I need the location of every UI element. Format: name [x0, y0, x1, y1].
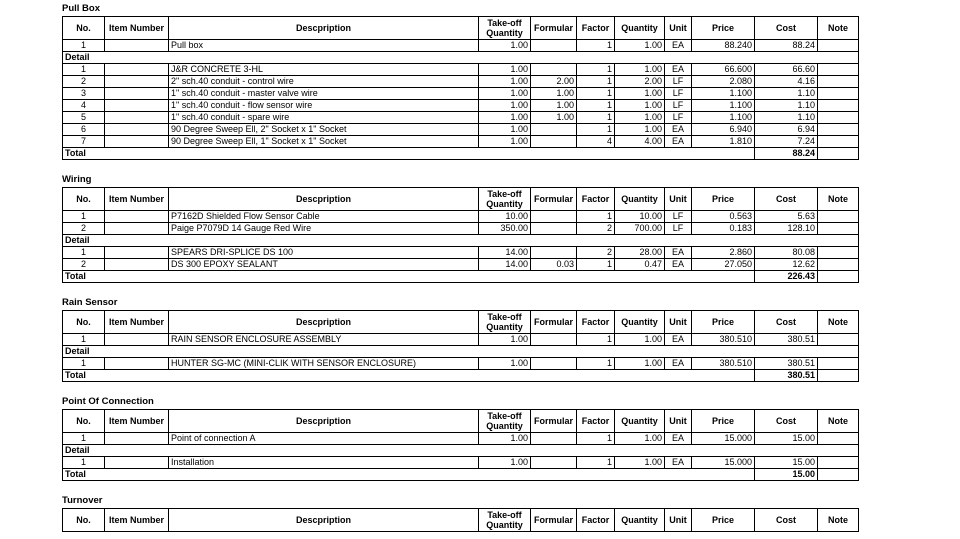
cell-factor: 1	[577, 100, 615, 112]
total-label: Total	[63, 148, 755, 160]
cell-desc: 1" sch.40 conduit - flow sensor wire	[169, 100, 479, 112]
cell-factor: 1	[577, 112, 615, 124]
column-header-formular: Formular	[531, 410, 577, 433]
cell-desc: Installation	[169, 457, 479, 469]
item-row	[63, 334, 859, 346]
column-header-factor: Factor	[577, 311, 615, 334]
cell-note	[818, 148, 859, 160]
cell-qty: 1.00	[615, 433, 665, 445]
cell-no: 1	[63, 247, 105, 259]
cell-item_number	[105, 112, 169, 124]
cell-formular: 2.00	[531, 76, 577, 88]
cell-factor: 1	[577, 88, 615, 100]
section-turnover	[62, 495, 858, 532]
cell-no: 5	[63, 112, 105, 124]
detail-row	[63, 247, 859, 259]
detail-row	[63, 358, 859, 370]
column-header-price: Price	[692, 311, 755, 334]
column-header-desc: Descpription	[169, 17, 479, 40]
cell-formular	[531, 211, 577, 223]
cell-cost: 12.62	[755, 259, 818, 271]
column-header-formular: Formular	[531, 188, 577, 211]
cell-item_number	[105, 124, 169, 136]
cell-desc: 2" sch.40 conduit - control wire	[169, 76, 479, 88]
cell-takeoff: 1.00	[479, 100, 531, 112]
cell-note	[818, 469, 859, 481]
column-header-item_number: Item Number	[105, 188, 169, 211]
cell-cost: 7.24	[755, 136, 818, 148]
cell-takeoff: 350.00	[479, 223, 531, 235]
cell-formular	[531, 223, 577, 235]
detail-row	[63, 100, 859, 112]
cell-desc: Paige P7079D 14 Gauge Red Wire	[169, 223, 479, 235]
cell-item_number	[105, 88, 169, 100]
cell-desc: 90 Degree Sweep Ell, 1" Socket x 1" Socket	[169, 136, 479, 148]
cell-no: 7	[63, 136, 105, 148]
total-cost: 15.00	[755, 469, 818, 481]
column-header-takeoff: Take-off Quantity	[479, 509, 531, 532]
detail-row	[63, 124, 859, 136]
cell-item_number	[105, 100, 169, 112]
cell-qty: 1.00	[615, 358, 665, 370]
cell-qty: 10.00	[615, 211, 665, 223]
column-header-desc: Descpription	[169, 410, 479, 433]
cell-cost: 380.51	[755, 358, 818, 370]
cell-unit: LF	[665, 100, 692, 112]
column-header-no: No.	[63, 17, 105, 40]
column-header-item_number: Item Number	[105, 17, 169, 40]
column-header-unit: Unit	[665, 17, 692, 40]
cell-cost: 1.10	[755, 112, 818, 124]
column-header-formular: Formular	[531, 311, 577, 334]
wiring-table	[62, 187, 859, 283]
cell-takeoff: 1.00	[479, 334, 531, 346]
cell-note	[818, 271, 859, 283]
total-row	[63, 469, 859, 481]
column-header-desc: Descpription	[169, 188, 479, 211]
detail-row	[63, 457, 859, 469]
cell-price: 15.000	[692, 433, 755, 445]
cell-takeoff: 1.00	[479, 76, 531, 88]
detail-divider-row	[63, 52, 859, 64]
rain-sensor-table	[62, 310, 859, 382]
column-header-takeoff: Take-off Quantity	[479, 311, 531, 334]
cell-note	[818, 433, 859, 445]
cell-unit: LF	[665, 223, 692, 235]
cell-qty: 1.00	[615, 88, 665, 100]
column-header-cost: Cost	[755, 17, 818, 40]
cell-takeoff: 1.00	[479, 40, 531, 52]
column-header-price: Price	[692, 17, 755, 40]
cell-takeoff: 1.00	[479, 64, 531, 76]
cell-price: 0.183	[692, 223, 755, 235]
cell-qty: 1.00	[615, 40, 665, 52]
cell-qty: 28.00	[615, 247, 665, 259]
cell-cost: 6.94	[755, 124, 818, 136]
cell-unit: LF	[665, 76, 692, 88]
cell-note	[818, 136, 859, 148]
column-header-factor: Factor	[577, 410, 615, 433]
cell-item_number	[105, 247, 169, 259]
column-header-formular: Formular	[531, 509, 577, 532]
cell-item_number	[105, 457, 169, 469]
column-header-factor: Factor	[577, 509, 615, 532]
point-of-connection-table	[62, 409, 859, 481]
detail-divider-label: Detail	[63, 52, 859, 64]
column-header-qty: Quantity	[615, 311, 665, 334]
column-header-desc: Descpription	[169, 509, 479, 532]
cell-unit: EA	[665, 259, 692, 271]
cell-formular	[531, 457, 577, 469]
total-label: Total	[63, 469, 755, 481]
cell-price: 1.100	[692, 88, 755, 100]
cell-takeoff: 1.00	[479, 136, 531, 148]
detail-row	[63, 136, 859, 148]
cell-note	[818, 334, 859, 346]
cell-item_number	[105, 358, 169, 370]
cell-formular	[531, 247, 577, 259]
pull-box-table	[62, 16, 859, 160]
cell-note	[818, 100, 859, 112]
cell-formular	[531, 358, 577, 370]
cell-factor: 2	[577, 247, 615, 259]
cell-item_number	[105, 76, 169, 88]
cell-takeoff: 1.00	[479, 112, 531, 124]
cell-formular: 1.00	[531, 88, 577, 100]
cell-unit: EA	[665, 40, 692, 52]
detail-row	[63, 88, 859, 100]
cell-price: 380.510	[692, 334, 755, 346]
item-row	[63, 40, 859, 52]
cell-no: 1	[63, 211, 105, 223]
column-header-factor: Factor	[577, 17, 615, 40]
cell-takeoff: 1.00	[479, 124, 531, 136]
total-cost: 88.24	[755, 148, 818, 160]
cell-qty: 1.00	[615, 334, 665, 346]
cell-qty: 1.00	[615, 100, 665, 112]
cell-takeoff: 1.00	[479, 433, 531, 445]
cell-note	[818, 64, 859, 76]
cell-note	[818, 40, 859, 52]
cell-factor: 1	[577, 457, 615, 469]
cell-formular	[531, 334, 577, 346]
cell-no: 1	[63, 433, 105, 445]
cell-cost: 88.24	[755, 40, 818, 52]
cell-desc: DS 300 EPOXY SEALANT	[169, 259, 479, 271]
cell-price: 1.100	[692, 112, 755, 124]
cell-item_number	[105, 40, 169, 52]
cell-cost: 1.10	[755, 88, 818, 100]
cell-cost: 66.60	[755, 64, 818, 76]
detail-divider-row	[63, 445, 859, 457]
cell-no: 1	[63, 457, 105, 469]
cell-cost: 5.63	[755, 211, 818, 223]
cell-formular	[531, 64, 577, 76]
cell-formular: 1.00	[531, 100, 577, 112]
total-label: Total	[63, 370, 755, 382]
section-title: Rain Sensor	[62, 297, 118, 308]
cell-no: 1	[63, 334, 105, 346]
cell-item_number	[105, 259, 169, 271]
column-header-cost: Cost	[755, 410, 818, 433]
section-title: Turnover	[62, 495, 103, 506]
takeoff-report-sheet	[62, 0, 858, 532]
cell-formular	[531, 433, 577, 445]
cell-unit: LF	[665, 112, 692, 124]
section-point-of-connection	[62, 396, 858, 481]
cell-cost: 4.16	[755, 76, 818, 88]
section-title: Wiring	[62, 174, 92, 185]
cell-factor: 2	[577, 223, 615, 235]
cell-price: 6.940	[692, 124, 755, 136]
cell-desc: Pull box	[169, 40, 479, 52]
section-wiring	[62, 174, 858, 283]
cell-qty: 0.47	[615, 259, 665, 271]
detail-row	[63, 112, 859, 124]
turnover-table	[62, 508, 859, 532]
cell-price: 88.240	[692, 40, 755, 52]
cell-unit: LF	[665, 88, 692, 100]
cell-factor: 1	[577, 358, 615, 370]
column-header-qty: Quantity	[615, 17, 665, 40]
cell-unit: EA	[665, 247, 692, 259]
cell-note	[818, 211, 859, 223]
total-row	[63, 370, 859, 382]
item-row	[63, 433, 859, 445]
cell-desc: SPEARS DRI-SPLICE DS 100	[169, 247, 479, 259]
cell-formular: 0.03	[531, 259, 577, 271]
column-header-note: Note	[818, 509, 859, 532]
cell-factor: 1	[577, 259, 615, 271]
cell-note	[818, 124, 859, 136]
column-header-unit: Unit	[665, 509, 692, 532]
cell-unit: EA	[665, 64, 692, 76]
cell-factor: 1	[577, 40, 615, 52]
cell-price: 66.600	[692, 64, 755, 76]
cell-desc: Point of connection A	[169, 433, 479, 445]
cell-no: 1	[63, 358, 105, 370]
column-header-takeoff: Take-off Quantity	[479, 17, 531, 40]
cell-cost: 1.10	[755, 100, 818, 112]
column-header-desc: Descpription	[169, 311, 479, 334]
cell-unit: EA	[665, 433, 692, 445]
column-header-price: Price	[692, 509, 755, 532]
column-header-cost: Cost	[755, 509, 818, 532]
cell-price: 2.860	[692, 247, 755, 259]
total-cost: 380.51	[755, 370, 818, 382]
cell-desc: RAIN SENSOR ENCLOSURE ASSEMBLY	[169, 334, 479, 346]
cell-factor: 4	[577, 136, 615, 148]
cell-factor: 1	[577, 124, 615, 136]
cell-no: 4	[63, 100, 105, 112]
cell-desc: 1" sch.40 conduit - spare wire	[169, 112, 479, 124]
column-header-factor: Factor	[577, 188, 615, 211]
column-header-price: Price	[692, 410, 755, 433]
cell-takeoff: 1.00	[479, 358, 531, 370]
cell-note	[818, 112, 859, 124]
column-header-no: No.	[63, 410, 105, 433]
cell-unit: LF	[665, 211, 692, 223]
cell-takeoff: 1.00	[479, 457, 531, 469]
cell-desc: P7162D Shielded Flow Sensor Cable	[169, 211, 479, 223]
cell-desc: 1" sch.40 conduit - master valve wire	[169, 88, 479, 100]
detail-divider-row	[63, 235, 859, 247]
column-header-price: Price	[692, 188, 755, 211]
column-header-unit: Unit	[665, 410, 692, 433]
cell-price: 1.100	[692, 100, 755, 112]
column-header-no: No.	[63, 509, 105, 532]
cell-no: 1	[63, 40, 105, 52]
column-header-qty: Quantity	[615, 509, 665, 532]
cell-item_number	[105, 223, 169, 235]
header-row	[63, 509, 859, 532]
cell-desc: J&R CONCRETE 3-HL	[169, 64, 479, 76]
cell-takeoff: 14.00	[479, 259, 531, 271]
cell-note	[818, 358, 859, 370]
cell-cost: 15.00	[755, 457, 818, 469]
total-row	[63, 148, 859, 160]
detail-divider-label: Detail	[63, 445, 859, 457]
column-header-note: Note	[818, 188, 859, 211]
cell-price: 15.000	[692, 457, 755, 469]
total-cost: 226.43	[755, 271, 818, 283]
column-header-item_number: Item Number	[105, 509, 169, 532]
cell-item_number	[105, 136, 169, 148]
column-header-note: Note	[818, 311, 859, 334]
cell-desc: HUNTER SG-MC (MINI-CLIK WITH SENSOR ENCLOSURE)	[169, 358, 479, 370]
section-title: Pull Box	[62, 3, 101, 14]
cell-item_number	[105, 334, 169, 346]
section-title: Point Of Connection	[62, 396, 154, 407]
column-header-no: No.	[63, 311, 105, 334]
cell-cost: 128.10	[755, 223, 818, 235]
header-row	[63, 17, 859, 40]
cell-desc: 90 Degree Sweep Ell, 2" Socket x 1" Socket	[169, 124, 479, 136]
cell-cost: 80.08	[755, 247, 818, 259]
cell-no: 3	[63, 88, 105, 100]
cell-formular	[531, 124, 577, 136]
cell-qty: 2.00	[615, 76, 665, 88]
cell-item_number	[105, 64, 169, 76]
header-row	[63, 188, 859, 211]
column-header-no: No.	[63, 188, 105, 211]
cell-factor: 1	[577, 334, 615, 346]
cell-qty: 1.00	[615, 124, 665, 136]
cell-note	[818, 457, 859, 469]
cell-unit: EA	[665, 358, 692, 370]
cell-price: 27.050	[692, 259, 755, 271]
column-header-note: Note	[818, 17, 859, 40]
cell-item_number	[105, 211, 169, 223]
cell-no: 2	[63, 259, 105, 271]
cell-formular	[531, 136, 577, 148]
column-header-unit: Unit	[665, 188, 692, 211]
cell-no: 2	[63, 76, 105, 88]
cell-factor: 1	[577, 64, 615, 76]
detail-row	[63, 76, 859, 88]
cell-price: 1.810	[692, 136, 755, 148]
column-header-item_number: Item Number	[105, 410, 169, 433]
column-header-takeoff: Take-off Quantity	[479, 188, 531, 211]
cell-no: 2	[63, 223, 105, 235]
detail-row	[63, 259, 859, 271]
cell-takeoff: 10.00	[479, 211, 531, 223]
cell-takeoff: 14.00	[479, 247, 531, 259]
cell-note	[818, 88, 859, 100]
cell-no: 1	[63, 64, 105, 76]
cell-formular	[531, 40, 577, 52]
cell-qty: 1.00	[615, 112, 665, 124]
column-header-cost: Cost	[755, 311, 818, 334]
column-header-qty: Quantity	[615, 410, 665, 433]
detail-divider-label: Detail	[63, 346, 859, 358]
column-header-unit: Unit	[665, 311, 692, 334]
cell-factor: 1	[577, 76, 615, 88]
column-header-takeoff: Take-off Quantity	[479, 410, 531, 433]
column-header-item_number: Item Number	[105, 311, 169, 334]
header-row	[63, 410, 859, 433]
cell-note	[818, 223, 859, 235]
cell-factor: 1	[577, 211, 615, 223]
cell-unit: EA	[665, 124, 692, 136]
cell-unit: EA	[665, 136, 692, 148]
section-rain-sensor	[62, 297, 858, 382]
column-header-note: Note	[818, 410, 859, 433]
cell-qty: 1.00	[615, 64, 665, 76]
cell-unit: EA	[665, 334, 692, 346]
cell-cost: 380.51	[755, 334, 818, 346]
column-header-qty: Quantity	[615, 188, 665, 211]
cell-item_number	[105, 433, 169, 445]
column-header-cost: Cost	[755, 188, 818, 211]
section-pull-box	[62, 3, 858, 160]
cell-note	[818, 76, 859, 88]
cell-formular: 1.00	[531, 112, 577, 124]
cell-price: 380.510	[692, 358, 755, 370]
detail-row	[63, 64, 859, 76]
cell-qty: 700.00	[615, 223, 665, 235]
header-row	[63, 311, 859, 334]
cell-price: 2.080	[692, 76, 755, 88]
cell-unit: EA	[665, 457, 692, 469]
detail-divider-row	[63, 346, 859, 358]
cell-no: 6	[63, 124, 105, 136]
total-row	[63, 271, 859, 283]
cell-note	[818, 259, 859, 271]
cell-qty: 1.00	[615, 457, 665, 469]
item-row	[63, 211, 859, 223]
column-header-formular: Formular	[531, 17, 577, 40]
total-label: Total	[63, 271, 755, 283]
cell-cost: 15.00	[755, 433, 818, 445]
cell-note	[818, 370, 859, 382]
cell-note	[818, 247, 859, 259]
cell-factor: 1	[577, 433, 615, 445]
cell-price: 0.563	[692, 211, 755, 223]
item-row	[63, 223, 859, 235]
cell-qty: 4.00	[615, 136, 665, 148]
detail-divider-label: Detail	[63, 235, 859, 247]
cell-takeoff: 1.00	[479, 88, 531, 100]
